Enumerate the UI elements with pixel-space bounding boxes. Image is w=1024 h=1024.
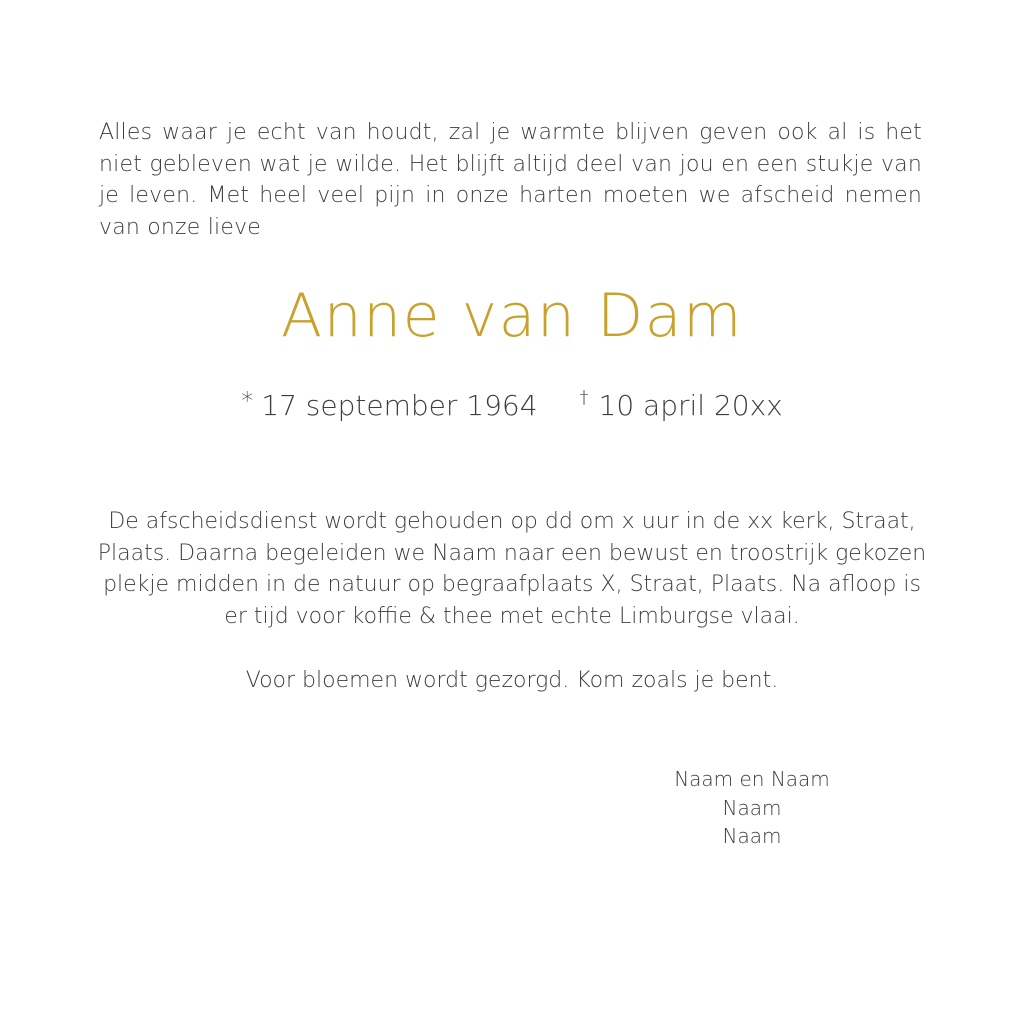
service-line: plekje midden in de natuur op begraafplaats X, Straat, Plaats. Na afloop is	[103, 572, 921, 597]
life-dates	[0, 378, 1024, 426]
service-line: De afscheidsdienst wordt gehouden op dd om x uur in de xx kerk, Straat,	[108, 509, 916, 534]
signatures-block	[652, 765, 852, 851]
deceased-name: Anne van Dam	[281, 281, 743, 351]
signature-line: Naam	[722, 795, 782, 820]
service-paragraph	[92, 506, 932, 632]
death-date: 10 april 20xx	[598, 389, 783, 422]
intro-paragraph: Alles waar je echt van houdt, zal je warmte blijven geven ook al is het niet gebleven wat je wilde. Het blijft altijd deel van jou en een stukje van je leven. Met heel veel pijn in onze harten moeten we afscheid nemen van onze lieve	[99, 120, 922, 240]
flowers-note: Voor bloemen wordt gezorgd. Kom zoals je bent.	[245, 668, 779, 693]
birth-date: 17 september 1964	[261, 389, 538, 422]
signature-line: Naam	[722, 824, 782, 848]
death-symbol: †	[579, 387, 589, 408]
service-line: Plaats. Daarna begeleiden we Naam naar een bewust en troostrijk gekozen	[97, 540, 927, 566]
service-line: er tijd voor koffie & thee met echte Limburgse vlaai.	[224, 603, 800, 629]
birth-symbol: *	[241, 387, 254, 415]
signature-line: Naam en Naam	[674, 767, 830, 791]
